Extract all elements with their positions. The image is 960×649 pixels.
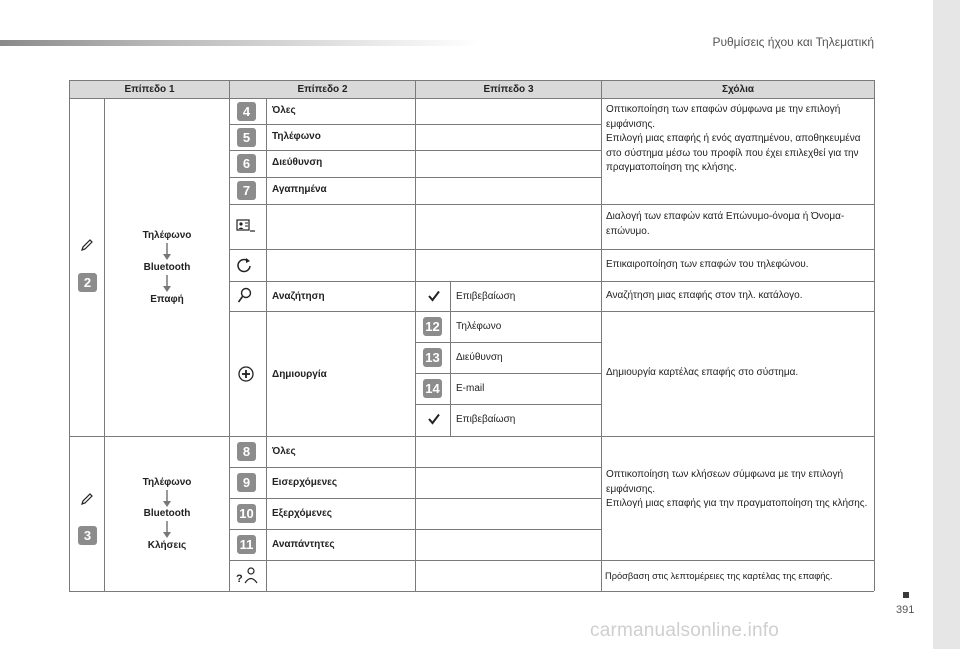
pencil-icon xyxy=(80,492,94,506)
flow-step-bluetooth: Bluetooth xyxy=(143,262,191,273)
flow-step-phone: Τηλέφωνο xyxy=(142,477,192,488)
comment-refresh: Επικαιροποίηση των επαφών του τηλεφώνου. xyxy=(606,259,809,270)
flow-step-contact: Επαφή xyxy=(150,294,184,305)
page-number: 391 xyxy=(896,604,915,616)
flow-step-bluetooth: Bluetooth xyxy=(143,508,191,519)
option-favourites: Αγαπημένα xyxy=(272,184,327,195)
badge-5: 5 xyxy=(237,128,256,147)
col-header-comments: Σχόλια xyxy=(602,81,874,98)
col-header-level2: Επίπεδο 2 xyxy=(230,81,415,98)
flow-step-phone: Τηλέφωνο xyxy=(142,230,192,241)
option-search: Αναζήτηση xyxy=(272,291,325,302)
badge-12: 12 xyxy=(423,317,442,336)
create-address: Διεύθυνση xyxy=(456,352,503,363)
option-address: Διεύθυνση xyxy=(272,157,323,168)
option-missed: Αναπάντητες xyxy=(272,539,335,550)
badge-3: 3 xyxy=(78,526,97,545)
comment-create: Δημιουργία καρτέλας επαφής στο σύστημα. xyxy=(606,367,799,378)
comment-contacts-filter: Οπτικοποίηση των επαφών σύμφωνα με την επιλογή εμφάνισης. Επιλογή μιας επαφής ή ενός αγαπημένου, αποθηκευμένα στο σύστημα μέσω του προφίλ που έχει επιλεχθεί για την πραγματοποίηση της κλήσης. xyxy=(606,104,861,173)
flow-step-calls: Κλήσεις xyxy=(147,540,187,551)
badge-2: 2 xyxy=(78,273,97,292)
badge-8: 8 xyxy=(237,442,256,461)
pencil-icon xyxy=(80,238,94,252)
arrow-down-icon xyxy=(162,490,172,508)
option-incoming: Εισερχόμενες xyxy=(272,477,338,488)
page-side-bar xyxy=(933,0,960,649)
comment-calls-filter: Οπτικοποίηση των κλήσεων σύμφωνα με την επιλογή εμφάνισης. Επιλογή μιας επαφής για την πραγματοποίηση της κλήσης. xyxy=(606,469,868,509)
option-all: Όλες xyxy=(272,105,296,116)
comment-sort: Διαλογή των επαφών κατά Επώνυμο-όνομα ή Όνομα-επώνυμο. xyxy=(606,211,845,237)
checkmark-icon xyxy=(428,290,440,302)
badge-13: 13 xyxy=(423,348,442,367)
create-confirm: Επιβεβαίωση xyxy=(456,414,516,425)
add-contact-icon xyxy=(238,366,254,382)
create-email: E-mail xyxy=(456,383,485,394)
option-create: Δημιουργία xyxy=(272,369,327,380)
svg-text:?: ? xyxy=(236,573,243,584)
badge-4: 4 xyxy=(237,102,256,121)
comment-search: Αναζήτηση μιας επαφής στον τηλ. κατάλογο. xyxy=(606,290,803,301)
arrow-down-icon xyxy=(162,521,172,539)
search-icon xyxy=(237,287,253,305)
contact-details-icon xyxy=(236,566,260,584)
badge-9: 9 xyxy=(237,473,256,492)
create-phone: Τηλέφωνο xyxy=(456,321,502,332)
level3-confirm: Επιβεβαίωση xyxy=(456,291,516,302)
arrow-down-icon xyxy=(162,243,172,261)
col-header-level3: Επίπεδο 3 xyxy=(416,81,601,98)
comment-details: Πρόσβαση στις λεπτομέρειες της καρτέλας της επαφής. xyxy=(605,571,833,581)
arrow-down-icon xyxy=(162,275,172,293)
watermark: carmanualsonline.info xyxy=(590,620,780,641)
refresh-icon xyxy=(236,257,252,273)
badge-14: 14 xyxy=(423,379,442,398)
badge-10: 10 xyxy=(237,504,256,523)
chapter-title: Ρυθμίσεις ήχου και Τηλεματική xyxy=(712,35,874,49)
badge-7: 7 xyxy=(237,181,256,200)
badge-11: 11 xyxy=(237,535,256,554)
col-header-level1: Επίπεδο 1 xyxy=(70,81,229,98)
option-outgoing: Εξερχόμενες xyxy=(272,508,332,519)
badge-6: 6 xyxy=(237,154,256,173)
checkmark-icon xyxy=(428,413,440,425)
page-marker xyxy=(903,592,909,598)
option-phone: Τηλέφωνο xyxy=(272,131,321,142)
contact-sort-icon xyxy=(236,219,256,233)
header-gradient-bar xyxy=(0,40,480,46)
option-all-calls: Όλες xyxy=(272,446,296,457)
